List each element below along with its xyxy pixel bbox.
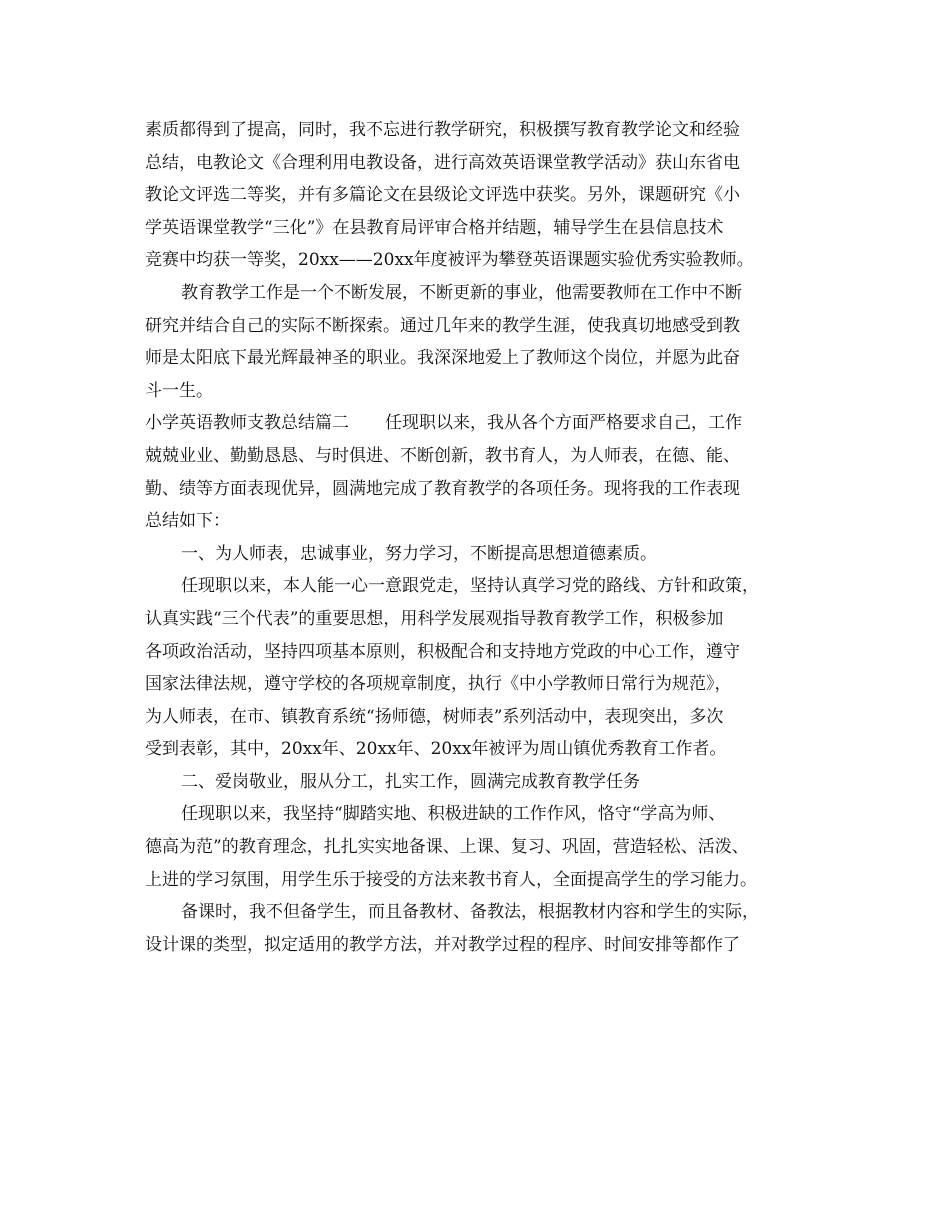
text-line: 受到表彰，其中，20xx年、20xx年、20xx年被评为周山镇优秀教育工作者。 bbox=[145, 739, 727, 760]
text-line: 设计课的类型，拟定适用的教学方法，并对教学过程的程序、时间安排等都作了 bbox=[145, 934, 740, 955]
text-line: 总结如下： bbox=[145, 511, 230, 532]
text-line: 斗一生。 bbox=[145, 380, 213, 401]
text-line: 师是太阳底下最光辉最神圣的职业。我深深地爱上了教师这个岗位，并愿为此奋 bbox=[145, 348, 740, 369]
section-heading-line bbox=[145, 407, 805, 440]
text-line: 勤、绩等方面表现优异，圆满地完成了教育教学的各项任务。现将我的工作表现 bbox=[145, 478, 740, 499]
paragraph-start-line: 备课时，我不但备学生，而且备教材、备教法，根据教材内容和学生的实际， bbox=[181, 902, 759, 923]
text-line: 总结，电教论文《合理利用电教设备，进行高效英语课堂教学活动》获山东省电 bbox=[145, 152, 740, 173]
text-line: 兢兢业业、勤勤恳恳、与时俱进、不断创新，教书育人，为人师表，在德、能、 bbox=[145, 445, 740, 466]
text-line: 上进的学习氛围，用学生乐于接受的方法来教书育人，全面提高学生的学习能力。 bbox=[145, 869, 757, 890]
paragraph-start-line: 任现职以来，我坚持“脚踏实地、积极进缺的工作作风，恪守“学高为师、 bbox=[181, 804, 726, 825]
text-line: 学英语课堂教学“三化”》在县教育局评审合格并结题，辅导学生在县信息技术 bbox=[145, 217, 724, 238]
text-line: 竞赛中均获一等奖，20xx——20xx年度被评为攀登英语课题实验优秀实验教师。 bbox=[145, 250, 754, 271]
section-intro-text: 任现职以来，我从各个方面严格要求自己，工作 bbox=[385, 413, 742, 434]
paragraph-start-line: 教育教学工作是一个不断发展，不断更新的事业，他需要教师在工作中不断 bbox=[181, 282, 742, 303]
document-body bbox=[145, 114, 805, 961]
text-line: 素质都得到了提高，同时，我不忘进行教学研究，积极撰写教育教学论文和经验 bbox=[145, 120, 740, 140]
text-line: 教论文评选二等奖，并有多篇论文在县级论文评选中获奖。另外，课题研究《小 bbox=[145, 185, 740, 206]
subheading-line: 一、为人师表，忠诚事业，努力学习，不断提高思想道德素质。 bbox=[181, 543, 657, 564]
subheading-line: 二、爱岗敬业，服从分工，扎实工作，圆满完成教育教学任务 bbox=[181, 771, 640, 792]
section-heading: 小学英语教师支教总结篇二 bbox=[145, 413, 349, 434]
text-line: 为人师表，在市、镇教育系统“扬师德，树师表”系列活动中，表现突出，多次 bbox=[145, 706, 724, 727]
text-line: 各项政治活动，坚持四项基本原则，积极配合和支持地方党政的中心工作，遵守 bbox=[145, 641, 740, 662]
text-line: 德高为范”的教育理念，扎扎实实地备课、上课、复习、巩固，营造轻松、活泼、 bbox=[145, 837, 749, 858]
text-line: 研究并结合自己的实际不断探索。通过几年来的教学生涯，使我真切地感受到教 bbox=[145, 315, 740, 336]
paragraph-start-line: 任现职以来，本人能一心一意跟党走，坚持认真学习党的路线、方针和政策， bbox=[181, 576, 759, 597]
text-line: 认真实践“三个代表”的重要思想，用科学发展观指导教育教学工作，积极参加 bbox=[145, 608, 724, 629]
text-line: 国家法律法规，遵守学校的各项规章制度，执行《中小学教师日常行为规范》， bbox=[145, 674, 732, 695]
